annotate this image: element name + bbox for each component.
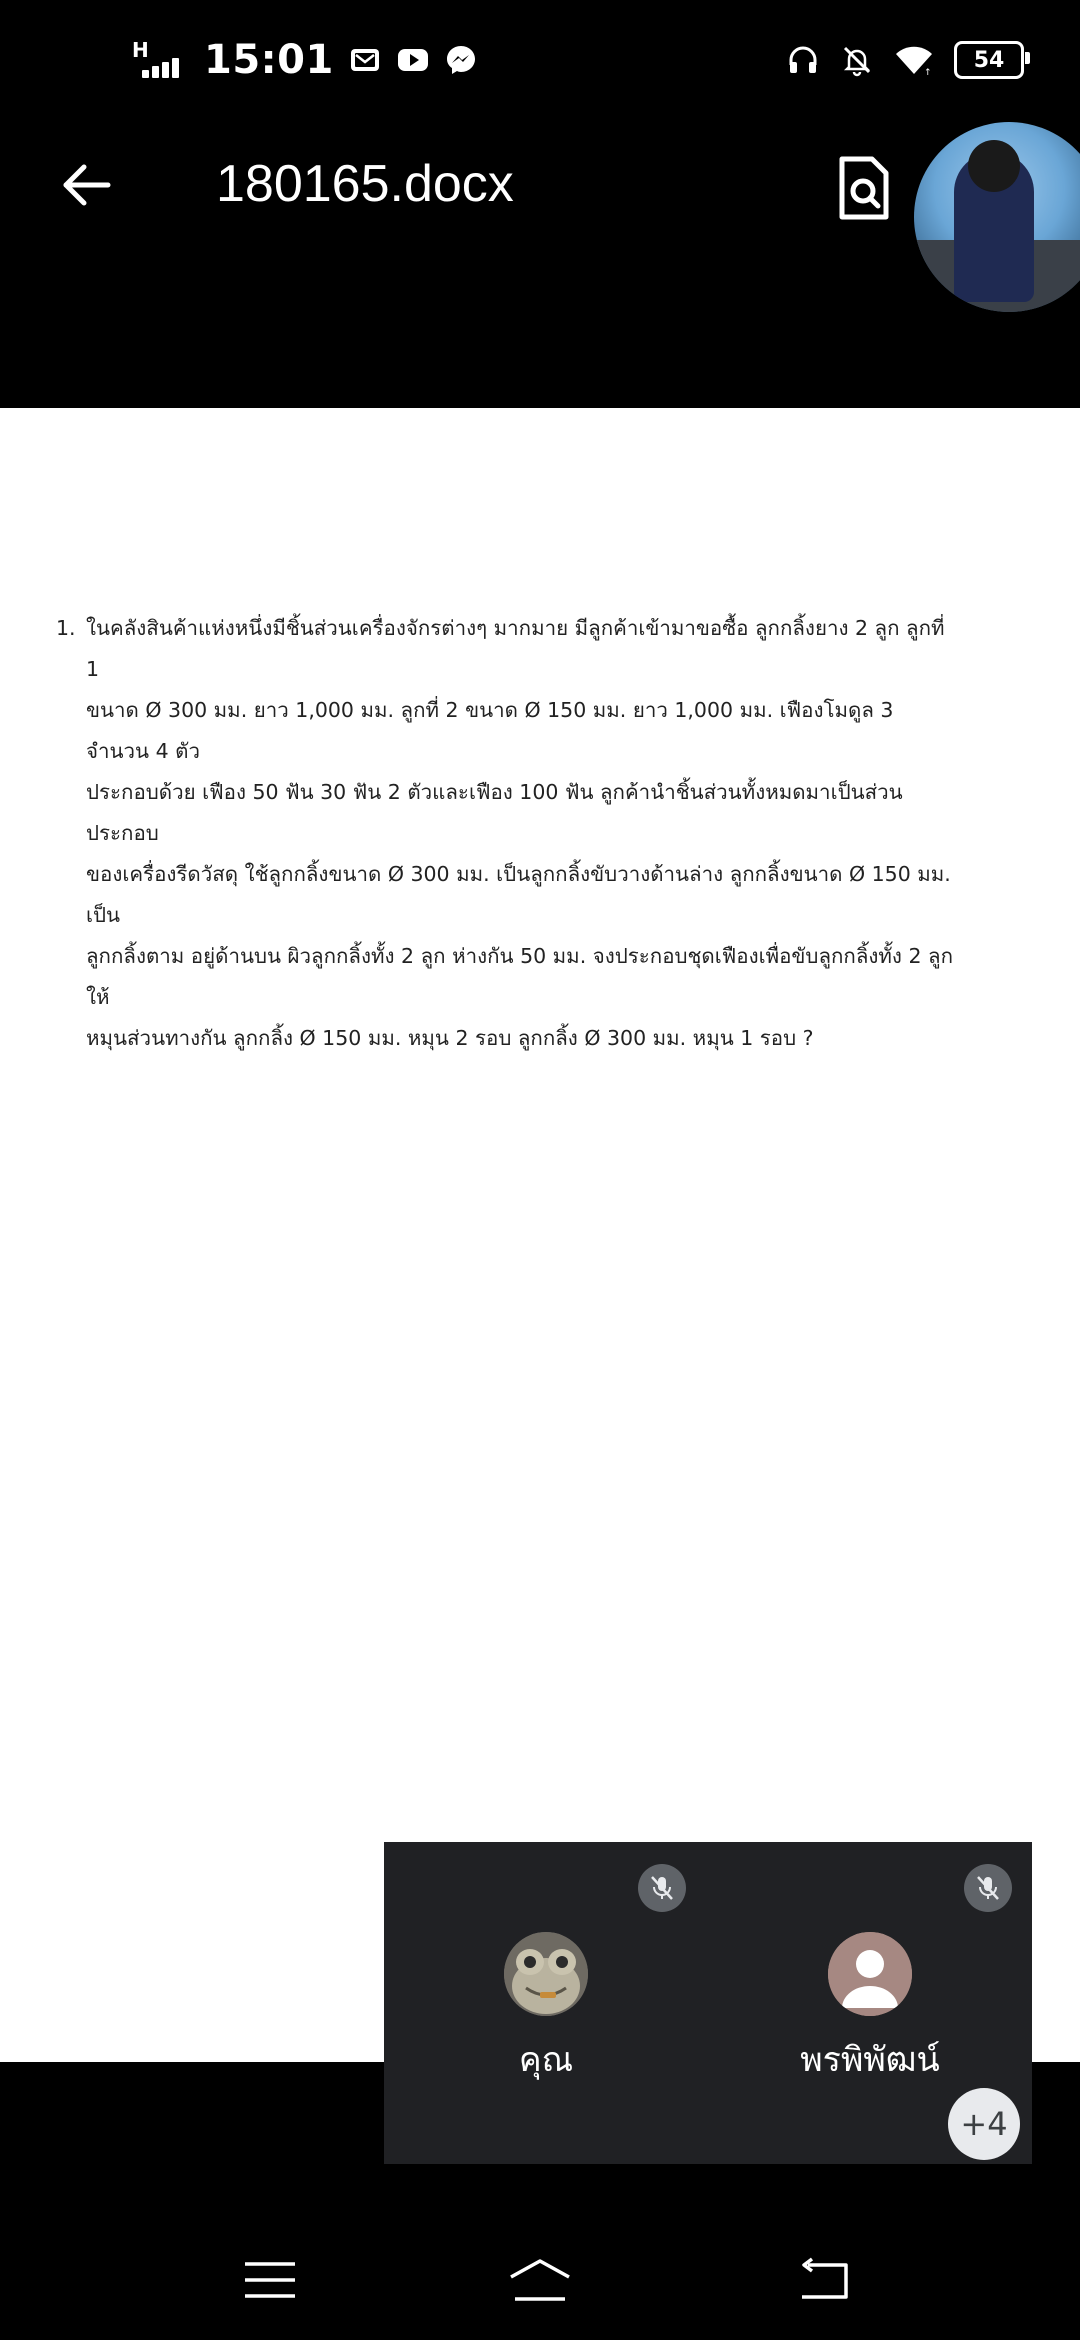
default-person-avatar	[828, 1932, 912, 2016]
participant-tile-you[interactable]	[384, 1842, 708, 2164]
mic-off-icon	[638, 1864, 686, 1912]
svg-text:↑: ↑	[924, 68, 932, 77]
more-participants-badge[interactable]: +4	[948, 2088, 1020, 2160]
doc-line: ในคลังสินค้าแห่งหนึ่งมีชิ้นส่วนเครื่องจักรต่างๆ มากมาย มีลูกค้าเข้ามาขอซื้อ ลูกกลิ้งยาง 2 ลูก ลูกที่ 1	[86, 616, 945, 681]
clock: 15:01	[204, 37, 334, 83]
document-page[interactable]	[0, 408, 1080, 2062]
participant-name: พรพิพัฒน์	[800, 2040, 940, 2080]
battery-icon	[954, 41, 1024, 79]
search-document-button[interactable]	[828, 150, 900, 226]
search-document-icon	[836, 155, 892, 221]
frog-avatar	[504, 1932, 588, 2016]
bell-off-icon	[840, 43, 874, 77]
video-pip-avatar[interactable]	[914, 122, 1080, 312]
back-button[interactable]	[46, 145, 126, 225]
wifi-icon	[894, 43, 934, 77]
mic-off-icon	[964, 1864, 1012, 1912]
back-arrow-icon	[58, 157, 114, 213]
doc-line: หมุนส่วนทางกัน ลูกกลิ้ง Ø 150 มม. หมุน 2 รอบ ลูกกลิ้ง Ø 300 มม. หมุน 1 รอบ ?	[86, 1026, 814, 1050]
system-back-button[interactable]	[784, 2240, 864, 2320]
menu-icon	[243, 2258, 297, 2302]
doc-line: ลูกกลิ้งตาม อยู่ด้านบน ผิวลูกกลิ้งทั้ง 2 ลูก ห่างกัน 50 มม. จงประกอบชุดเฟืองเพื่อขับลูกกลิ้งทั้ง 2 ลูก ให้	[86, 944, 953, 1009]
headphones-icon	[786, 43, 820, 77]
messenger-icon	[444, 43, 478, 77]
list-number: 1.	[56, 616, 76, 640]
participant-name: คุณ	[518, 2040, 574, 2080]
battery-level: 54	[973, 47, 1005, 73]
youtube-icon	[396, 43, 430, 77]
menu-button[interactable]	[230, 2240, 310, 2320]
app-bar	[0, 110, 1080, 408]
meet-call-panel[interactable]	[384, 1842, 1032, 2164]
status-left	[132, 34, 478, 86]
doc-line: ขนาด Ø 300 มม. ยาว 1,000 มม. ลูกที่ 2 ขนาด Ø 150 มม. ยาว 1,000 มม. เฟืองโมดูล 3 จำนวน 4 ตัว	[86, 698, 894, 763]
doc-line: ประกอบด้วย เฟือง 50 ฟัน 30 ฟัน 2 ตัวและเฟือง 100 ฟัน ลูกค้านำชิ้นส่วนทั้งหมดมาเป็นส่วนประกอบ	[86, 780, 903, 845]
system-nav-bar	[0, 2220, 1080, 2340]
status-right	[786, 36, 1024, 84]
gmail-icon	[348, 43, 382, 77]
document-text	[56, 608, 956, 1059]
network-type: H	[132, 38, 149, 62]
home-button[interactable]	[500, 2240, 580, 2320]
home-icon	[505, 2255, 575, 2305]
status-bar	[0, 0, 1080, 110]
document-title: 180165.docx	[216, 155, 514, 213]
back-icon	[794, 2257, 854, 2303]
signal-icon	[132, 38, 190, 82]
doc-line: ของเครื่องรีดวัสดุ ใช้ลูกกลิ้งขนาด Ø 300 มม. เป็นลูกกลิ้งขับวางด้านล่าง ลูกกลิ้งขนาด Ø 150 มม. เป็น	[86, 862, 951, 927]
